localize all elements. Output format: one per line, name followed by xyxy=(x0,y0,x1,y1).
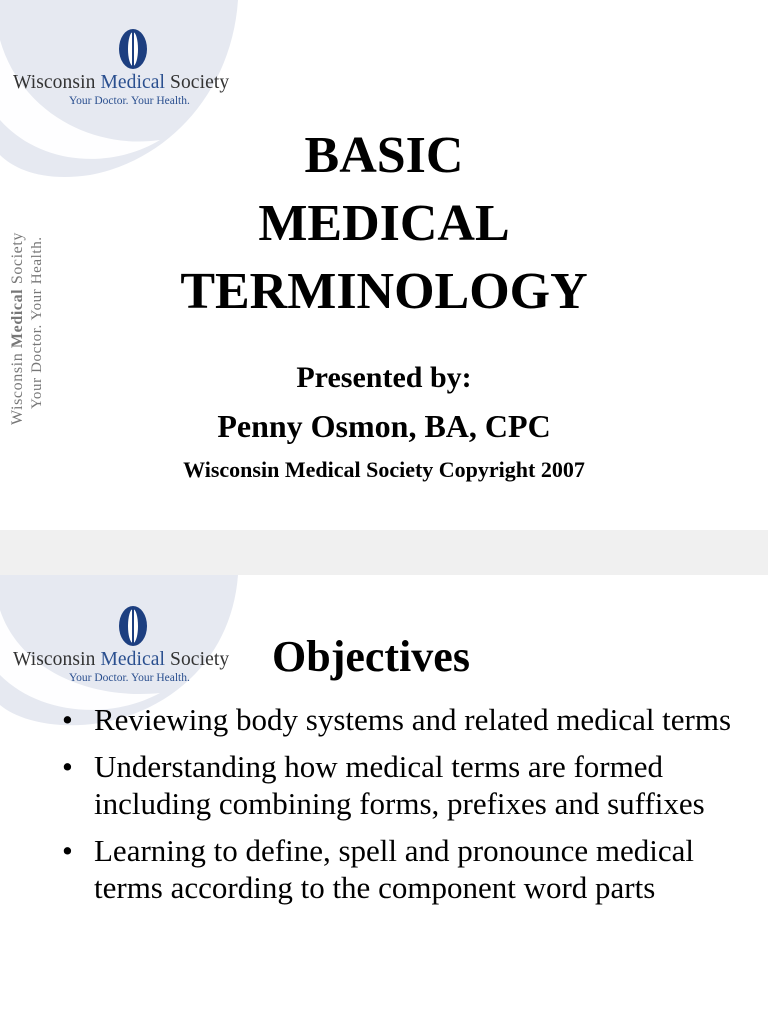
slide-title xyxy=(0,122,768,326)
vertical-society-tagline: Your Doctor. Your Health. xyxy=(29,236,45,409)
bullet-icon: • xyxy=(62,702,73,737)
objectives-title: Objectives xyxy=(272,632,470,681)
list-item: • Understanding how medical terms are formed including combining forms, prefixes and suffixes xyxy=(62,749,705,821)
logo-wordmark: Wisconsin Medical Society xyxy=(13,72,230,93)
title-line: TERMINOLOGY xyxy=(180,263,588,320)
logo-emblem-icon xyxy=(118,28,148,70)
title-line: MEDICAL xyxy=(258,195,510,252)
bullet-icon: • xyxy=(62,833,73,868)
objectives-list xyxy=(60,701,740,916)
title-line: BASIC xyxy=(304,127,464,184)
vertical-society-name: Wisconsin Medical Society xyxy=(9,231,26,425)
list-item: • Reviewing body systems and related medical terms xyxy=(62,702,732,737)
logo-tagline: Your Doctor. Your Health. xyxy=(69,95,190,107)
wms-logo xyxy=(10,605,260,695)
objectives-slide xyxy=(0,575,768,1024)
presented-by-label: Presented by: xyxy=(296,361,472,394)
logo-emblem-icon xyxy=(118,605,148,647)
logo-tagline: Your Doctor. Your Health. xyxy=(69,672,190,684)
logo-wordmark: Wisconsin Medical Society xyxy=(13,649,230,670)
list-item: • Learning to define, spell and pronounce medical terms according to the component word parts xyxy=(62,833,694,905)
wms-logo xyxy=(10,28,260,118)
bullet-icon: • xyxy=(62,749,73,784)
copyright-notice: Wisconsin Medical Society Copyright 2007 xyxy=(183,457,585,482)
presenter-name: Penny Osmon, BA, CPC xyxy=(217,408,551,444)
